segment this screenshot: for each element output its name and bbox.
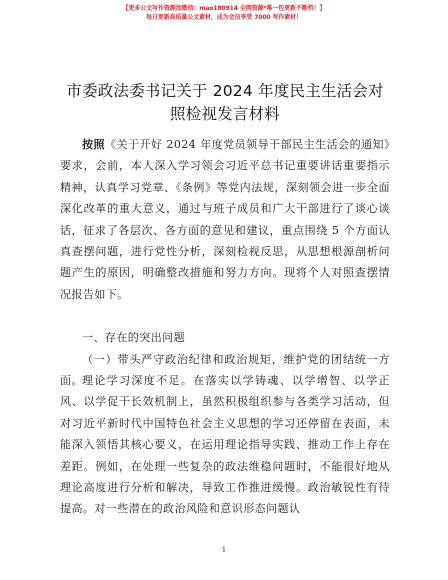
- page-number: 1: [221, 546, 227, 554]
- promo-banner-line-1: 【更多公文写作资源加微信：mao180914 全网资源*唯一包更新不断档！】: [122, 5, 326, 12]
- document-title: 市委政法委书记关于 2024 年度民主生活会对照检视发言材料: [66, 82, 384, 123]
- body-paragraph-text: 理论学习深度不足。在落实以学铸魂、以学增智、以学正风、以学促干长效机制上，虽然积极组织参与各类学习活动，但对习近平新时代中国特色社会主义思想的学习还停留在表面，未能深入领悟其核心要义，在运用理论指导实践、推动工作上存在差距。例如，在处理一些复杂的政法维稳问题时，不能很好地从理论高度进行分析和解决，导致工作推进缓慢。政治敏锐性有待提高。对一些潜在的政治风险和意识形态问题认: [60, 374, 390, 516]
- subsection-heading-text: （一）带头严守政治纪律和政治规矩，维护党的团结统一方面。: [60, 353, 390, 388]
- intro-paragraph: [60, 134, 390, 305]
- intro-text: 《关于开好 2024 年度党员领导干部民主生活会的通知》要求，会前，本人深入学习领会习近平总书记重要讲话重要指示精神，认真学习党章、《条例》等党内法规，深刻领会进一步全面深化改革的重大意义，通过与班子成员和广大干部进行了谈心谈话，征求了各层次、各方面的意见和建议，重点围绕 5 个方面认真查摆问题，进行党性分析，深刻检视反思，从思想根源剖析问题产生的原因，明确整改措施和努力方向。现将个人对照查摆情况报告如下。: [60, 138, 390, 301]
- intro-lead: 按照: [82, 138, 105, 151]
- promo-banner-line-2: 每日更新高质量公文素材，成为会员享受 7000 写作素材！: [146, 14, 302, 21]
- section-heading: 一、存在的突出问题: [82, 331, 186, 344]
- promo-banner: [0, 4, 448, 22]
- body-paragraph: [60, 370, 390, 520]
